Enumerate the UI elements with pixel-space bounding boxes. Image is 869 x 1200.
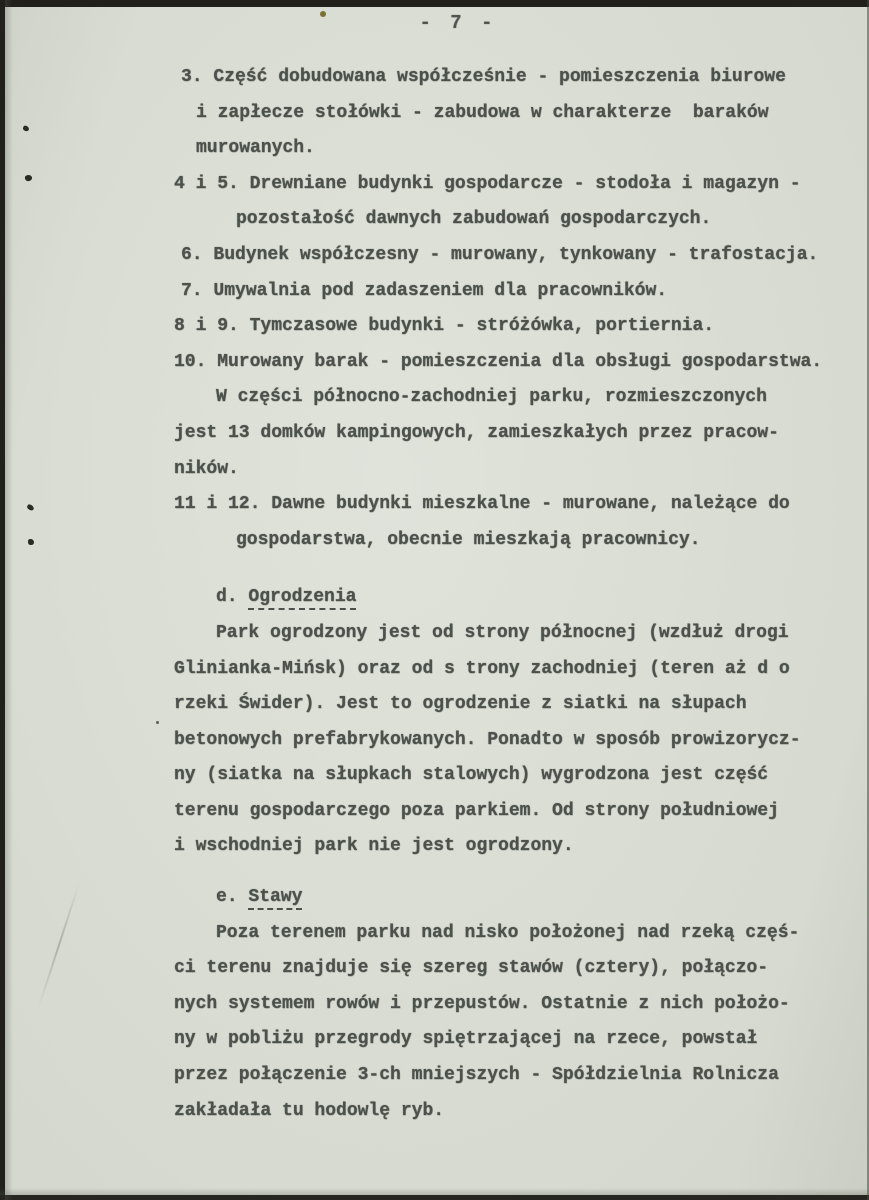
paper-shadow-left [5, 0, 13, 1200]
text-line: Park ogrodzony jest od strony północnej (wzdłuż drogi [216, 622, 789, 643]
text-line: ci terenu znajduje się szereg stawów (cztery), połączo- [174, 958, 769, 979]
scan-speck [156, 721, 159, 724]
heading-underlined-word: Stawy [248, 887, 302, 910]
section-heading-ogrodzenia [216, 580, 854, 616]
text-line: W części północno-zachodniej parku, rozmieszczonych [216, 387, 767, 408]
text-line: ny (siatka na słupkach stalowych) wygrodzona jest część [174, 765, 769, 786]
text-line: Poza terenem parku nad nisko położonej nad rzeką częś- [216, 922, 800, 943]
text-line: 6. Budynek współczesny - murowany, tynkowany - trafostacja. [181, 244, 819, 265]
text-line: zakładała tu hodowlę ryb. [174, 1100, 445, 1121]
text-line: betonowych prefabrykowanych. Ponadto w sposób prowizorycz- [174, 729, 801, 750]
scan-edge-top [0, 0, 869, 7]
text-line: 7. Umywalnia pod zadaszeniem dla pracowników. [181, 280, 668, 301]
text-line: rzeki Świder). Jest to ogrodzenie z siatki na słupach [174, 694, 747, 715]
text-line: 3. Część dobudowana współcześnie - pomieszczenia biurowe [181, 67, 786, 87]
text-line: murowanych. [196, 138, 315, 159]
text-line: 11 i 12. Dawne budynki mieszkalne - murowane, należące do [174, 494, 790, 515]
text-line: jest 13 domków kampingowych, zamieszkałych przez pracow- [174, 422, 779, 443]
text-line: Glinianka-Mińsk) oraz od s trony zachodniej (teren aż d o [174, 658, 790, 679]
text-line: przez połączenie 3-ch mniejszych - Spółdzielnia Rolnicza [174, 1065, 779, 1086]
heading-prefix: e. [216, 887, 249, 908]
text-line: 8 i 9. Tymczasowe budynki - stróżówka, portiernia. [174, 316, 715, 337]
heading-prefix: d. [216, 587, 249, 608]
heading-underlined-word: Ogrodzenia [248, 587, 356, 610]
scan-speck [24, 174, 32, 182]
scan-speck [26, 504, 35, 512]
text-line: ny w pobliżu przegrody spiętrzającej na rzece, powstał [174, 1029, 758, 1050]
text-line: nych systemem rowów i przepustów. Ostatnie z nich położo- [174, 993, 790, 1014]
document-body [174, 60, 854, 1129]
scan-speck [320, 11, 326, 17]
text-line: 4 i 5. Drewniane budynki gospodarcze - stodoła i magazyn - [174, 173, 801, 194]
section-heading-stawy [216, 880, 854, 916]
paper-crease [38, 883, 80, 1007]
text-line: gospodarstwa, obecnie mieszkają pracownicy. [236, 529, 701, 550]
text-line: pozostałość dawnych zabudowań gospodarczych. [236, 209, 712, 230]
text-line: terenu gospodarczego poza parkiem. Od strony południowej [174, 800, 779, 821]
scan-speck [22, 125, 29, 132]
text-line: i wschodniej park nie jest ogrodzony. [174, 836, 574, 857]
scan-speck [28, 539, 34, 545]
text-line: 10. Murowany barak - pomieszczenia dla obsługi gospodarstwa. [174, 351, 823, 372]
scan-edge-bottom [0, 1195, 869, 1200]
paper-shadow-bottom [0, 1188, 869, 1195]
text-line: ników. [174, 458, 239, 479]
page-number: - 7 - [419, 12, 497, 34]
text-line: i zapłecze stołówki - zabudowa w charakterze baraków [196, 102, 769, 123]
